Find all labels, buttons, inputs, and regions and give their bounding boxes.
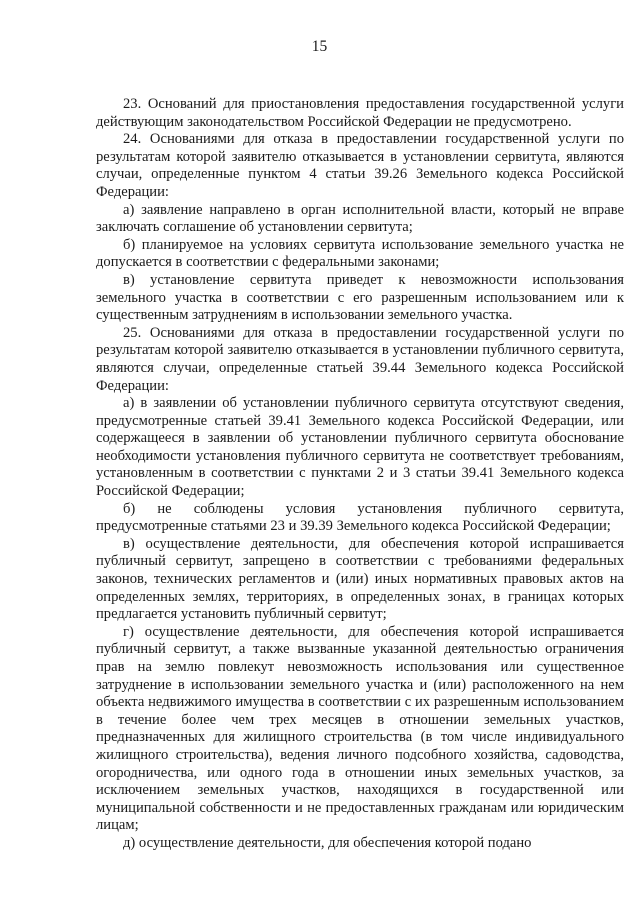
subparagraph-25-b: б) не соблюдены условия установления публичного сервитута, предусмотренные статьями 23 и 39.39 Земельного кодекса Российской Федерации; bbox=[96, 500, 624, 535]
paragraph-item-24: 24. Основаниями для отказа в предоставлении государственной услуги по результатам которой заявителю отказывается в установлении сервитута, являются случаи, определенные пунктом 4 статьи 39.26 Земельного кодекса Российской Федерации: bbox=[96, 131, 624, 200]
paragraph-item-25: 25. Основаниями для отказа в предоставлении государственной услуги по результатам которой заявителю отказывается в установлении публичного сервитута, являются случаи, определенные статьей 39.44 Земельного кодекса Российской Федерации: bbox=[96, 324, 624, 394]
subparagraph-25-d: д) осуществление деятельности, для обеспечения которой подано bbox=[123, 834, 532, 851]
document-body bbox=[96, 96, 624, 853]
subparagraph-24-v: в) установление сервитута приведет к невозможности использования земельного участка в соответствии с его разрешенным использованием или к существенным затруднениям в использовании земельного участка. bbox=[96, 271, 624, 324]
subparagraph-25-v: в) осуществление деятельности, для обеспечения которой испрашивается публичный сервитут, запрещено в соответствии с требованиями федеральных законов, технических регламентов и (или) иных нормативных правовых актов на определенных землях, территориях, в определенных зонах, в границах которых предлагается установить публичный сервитут; bbox=[96, 535, 624, 623]
paragraph-item-23: 23. Оснований для приостановления предоставления государственной услуги действующим законодательством Российской Федерации не предусмотрено. bbox=[96, 96, 624, 130]
page-number: 15 bbox=[311, 38, 328, 55]
subparagraph-25-g: г) осуществление деятельности, для обеспечения которой испрашивается публичный сервитут, а также вызванные указанной деятельностью ограничения прав на землю повлекут невозможность использования или существенное затруднение в использовании земельного участка и (или) расположенного на нем объекта недвижимого имущества в соответствии с их разрешенным использованием в течение более чем трех месяцев в отношении земельных участков, предназначенных для жилищного строительства (в том числе индивидуального жилищного строительства), ведения личного подсобного хозяйства, садоводства, огородничества, или одного года в отношении иных земельных участков, за исключением земельных участков, находящихся в государственной или муниципальной собственности и не предоставленных гражданам или юридическим лицам; bbox=[96, 623, 624, 834]
subparagraph-24-b: б) планируемое на условиях сервитута использование земельного участка не допускается в соответствии с федеральными законами; bbox=[96, 236, 624, 271]
subparagraph-25-a: а) в заявлении об установлении публичного сервитута отсутствуют сведения, предусмотренные статьей 39.41 Земельного кодекса Российской Федерации, или содержащееся в заявлении об установлении публичного сервитута обоснование необходимости установления публичного сервитута не соответствует требованиям, установленным в соответствии с пунктами 2 и 3 статьи 39.41 Земельного кодекса Российской Федерации; bbox=[96, 395, 624, 500]
subparagraph-24-a: а) заявление направлено в орган исполнительной власти, который не вправе заключать соглашение об установлении сервитута; bbox=[96, 201, 624, 236]
